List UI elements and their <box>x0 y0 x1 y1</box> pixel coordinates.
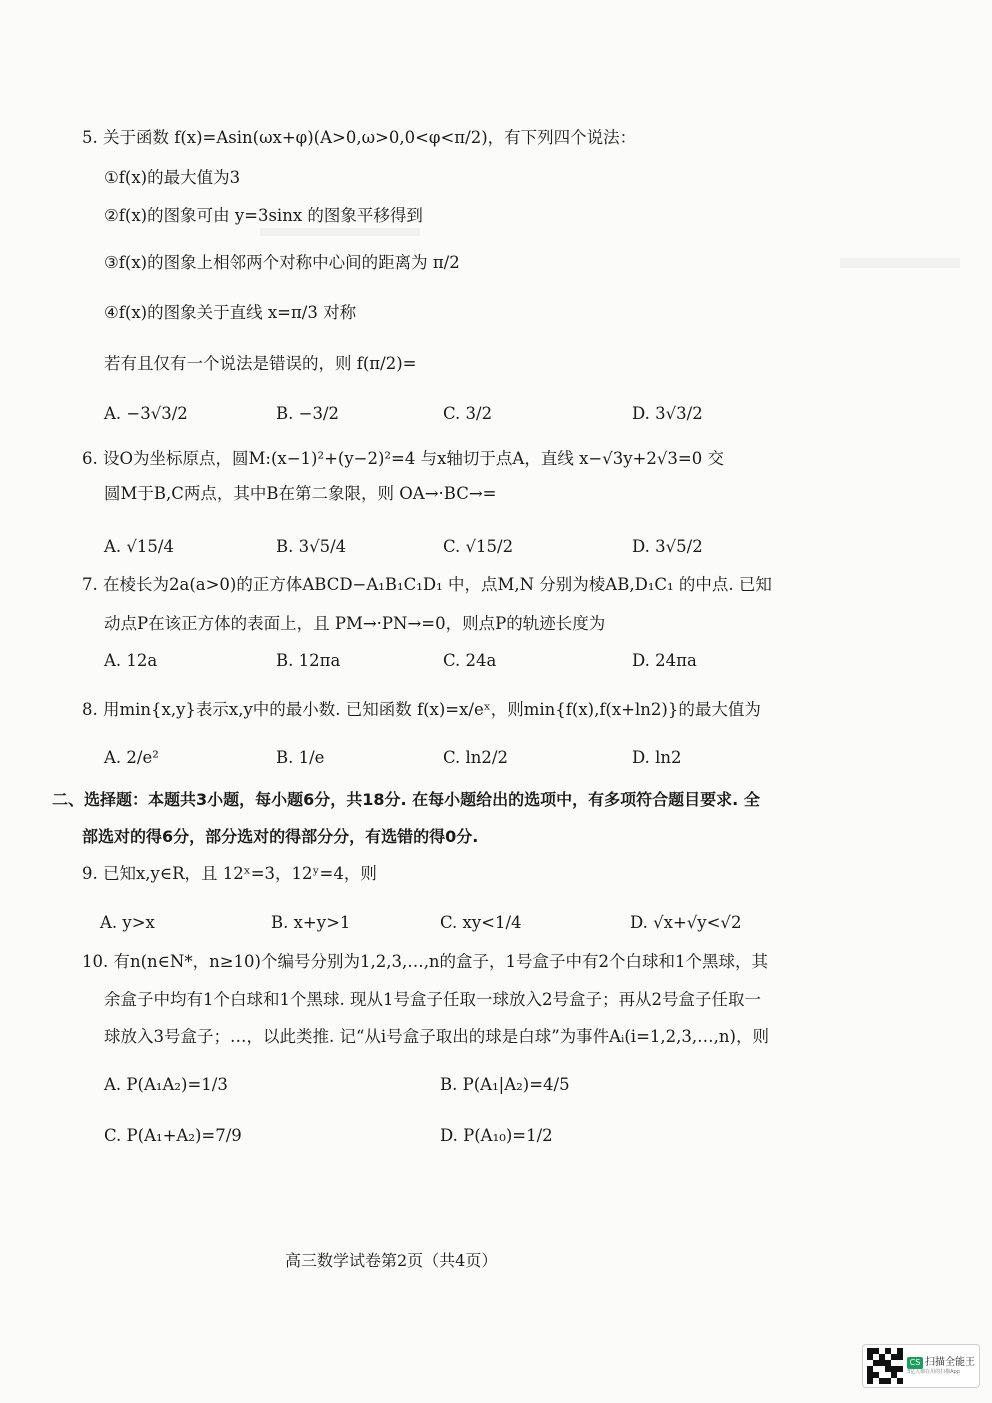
q7-option-b: B. 12πa <box>276 651 341 670</box>
q5-question: 若有且仅有一个说法是错误的，则 f(π/2)= <box>104 354 417 373</box>
q6-stem-line-1: 6. 设O为坐标原点，圆M:(x−1)²+(y−2)²=4 与x轴切于点A，直线 x−√3y+2√3=0 交 <box>82 449 724 468</box>
q10-stem-line-2: 余盒子中均有1个白球和1个黑球. 现从1号盒子任取一球放入2号盒子；再从2号盒子任取一 <box>104 990 761 1009</box>
scan-smudge <box>840 258 960 268</box>
q8-stem: 8. 用min{x,y}表示x,y中的最小数. 已知函数 f(x)=x/eˣ，则min{f(x),f(x+ln2)}的最大值为 <box>82 700 761 719</box>
q10-option-a: A. P(A₁A₂)=1/3 <box>104 1075 228 1094</box>
q10-option-b: B. P(A₁|A₂)=4/5 <box>440 1075 570 1094</box>
q10-option-c: C. P(A₁+A₂)=7/9 <box>104 1126 242 1145</box>
badge-title: 扫描全能王 <box>925 1356 975 1368</box>
q6-option-a: A. √15/4 <box>104 537 174 556</box>
q10-option-d: D. P(A₁₀)=1/2 <box>440 1126 553 1145</box>
cs-logo-icon: CS <box>907 1357 923 1369</box>
q5-option-c: C. 3/2 <box>443 404 493 423</box>
q5-statement-4: ④f(x)的图象关于直线 x=π/3 对称 <box>104 303 357 322</box>
q7-option-c: C. 24a <box>443 651 497 670</box>
q7-option-d: D. 24πa <box>632 651 697 670</box>
q8-option-b: B. 1/e <box>276 748 325 767</box>
badge-text <box>907 1357 975 1376</box>
qr-code-icon <box>867 1348 903 1384</box>
q9-stem: 9. 已知x,y∈R，且 12ˣ=3，12ʸ=4，则 <box>82 864 377 883</box>
q10-stem-line-1: 10. 有n(n∈N*，n≥10)个编号分别为1,2,3,…,n的盒子，1号盒子中有2个白球和1个黑球，其 <box>82 952 769 971</box>
q9-option-b: B. x+y>1 <box>271 913 351 932</box>
q8-option-d: D. ln2 <box>632 748 682 767</box>
q5-stem: 5. 关于函数 f(x)=Asin(ωx+φ)(A>0,ω>0,0<φ<π/2)，有下列四个说法： <box>82 128 637 147</box>
q5-option-b: B. −3/2 <box>276 404 339 423</box>
section-2-heading: 二、选择题：本题共3小题，每小题6分，共18分. 在每小题给出的选项中，有多项符合题目要求. 全 <box>52 790 760 809</box>
q8-option-a: A. 2/e² <box>104 748 159 767</box>
q6-option-d: D. 3√5/2 <box>632 537 703 556</box>
q7-option-a: A. 12a <box>104 651 158 670</box>
section-2-heading-cont: 部选对的得6分，部分选对的得部分分，有选错的得0分. <box>82 827 479 846</box>
q5-statement-2: ②f(x)的图象可由 y=3sinx 的图象平移得到 <box>104 206 423 225</box>
q8-option-c: C. ln2/2 <box>443 748 508 767</box>
q6-option-c: C. √15/2 <box>443 537 514 556</box>
scan-smudge <box>260 228 420 236</box>
scanner-watermark-badge <box>862 1344 980 1388</box>
page-footer: 高三数学试卷第2页（共4页） <box>285 1251 498 1270</box>
q5-option-d: D. 3√3/2 <box>632 404 703 423</box>
badge-subtitle: 3亿人都在用的扫描App <box>907 1368 960 1375</box>
q5-statement-3: ③f(x)的图象上相邻两个对称中心间的距离为 π/2 <box>104 253 460 272</box>
q6-option-b: B. 3√5/4 <box>276 537 347 556</box>
q9-option-a: A. y>x <box>100 913 155 932</box>
q9-option-d: D. √x+√y<√2 <box>630 913 742 932</box>
q5-statement-1: ①f(x)的最大值为3 <box>104 168 241 187</box>
q7-stem-line-1: 7. 在棱长为2a(a>0)的正方体ABCD−A₁B₁C₁D₁ 中，点M,N 分别为棱AB,D₁C₁ 的中点. 已知 <box>82 575 772 594</box>
q6-stem-line-2: 圆M于B,C两点，其中B在第二象限，则 OA→·BC→= <box>104 484 497 503</box>
q5-option-a: A. −3√3/2 <box>104 404 188 423</box>
q10-stem-line-3: 球放入3号盒子；…，以此类推. 记“从i号盒子取出的球是白球”为事件Aᵢ(i=1,2,3,…,n)，则 <box>104 1027 769 1046</box>
q9-option-c: C. xy<1/4 <box>440 913 522 932</box>
q7-stem-line-2: 动点P在该正方体的表面上，且 PM→·PN→=0，则点P的轨迹长度为 <box>104 614 606 633</box>
